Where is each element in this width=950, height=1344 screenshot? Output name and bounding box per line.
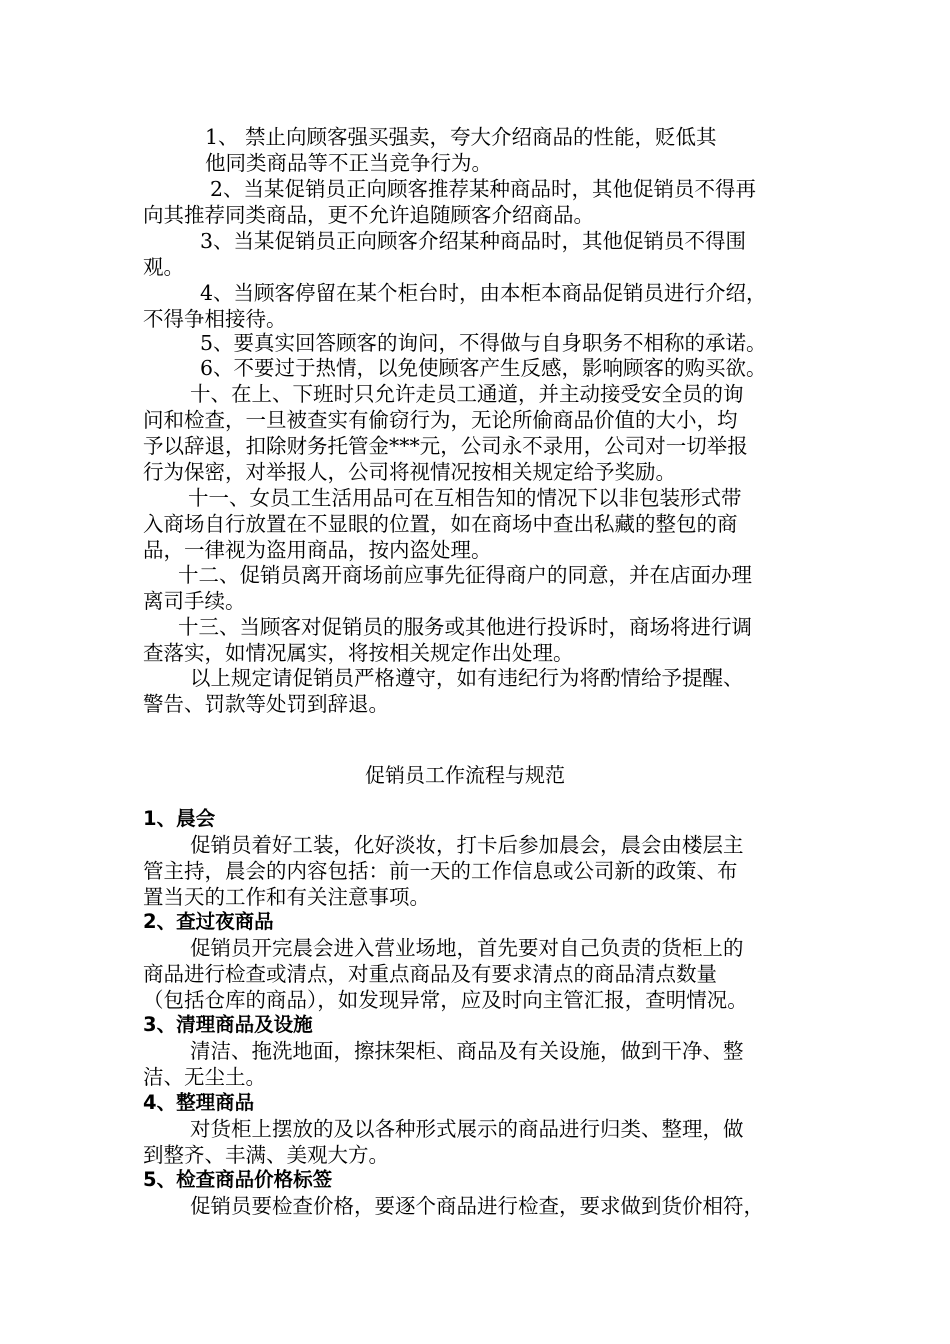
step-1-line-3: 置当天的工作和有关注意事项。 <box>143 885 430 909</box>
step-4-line-1: 对货柜上摆放的及以各种形式展示的商品进行归类、整理，做 <box>190 1117 744 1141</box>
rule-6: 6、不要过于热情，以免使顾客产生反感，影响顾客的购买欲。 <box>200 356 767 380</box>
rule-5: 5、要真实回答顾客的询问，不得做与自身职务不相称的承诺。 <box>200 331 767 355</box>
step-2-line-2: 商品进行检查或清点，对重点商品及有要求清点的商品清点数量 <box>143 962 717 986</box>
rule-12-line-2: 离司手续。 <box>143 589 246 613</box>
step-3-line-1: 清洁、拖洗地面，擦抹架柜、商品及有关设施，做到干净、整 <box>190 1039 744 1063</box>
rule-1-line-2: 他同类商品等不正当竞争行为。 <box>205 151 492 175</box>
rule-1-line-1: 1、 禁止向顾客强买强卖，夸大介绍商品的性能，贬低其 <box>205 125 717 149</box>
rule-13-line-2: 查落实，如情况属实，将按相关规定作出处理。 <box>143 641 574 665</box>
step-4-heading: 4、整理商品 <box>143 1091 255 1114</box>
step-2-line-1: 促销员开完晨会进入营业场地，首先要对自己负责的货柜上的 <box>190 936 744 960</box>
rule-12-line-1: 十二、促销员离开商场前应事先征得商户的同意，并在店面办理 <box>178 563 752 587</box>
rule-10-line-3: 予以辞退，扣除财务托管金***元，公司永不录用，公司对一切举报 <box>143 434 748 458</box>
step-1-line-1: 促销员着好工装，化好淡妆，打卡后参加晨会，晨会由楼层主 <box>190 833 744 857</box>
rule-3-line-2: 观。 <box>143 255 184 279</box>
step-1-line-2: 管主持，晨会的内容包括：前一天的工作信息或公司新的政策、布 <box>143 859 738 883</box>
step-2-line-3: （包括仓库的商品），如发现异常，应及时向主管汇报，查明情况。 <box>143 988 748 1012</box>
rule-13-line-1: 十三、当顾客对促销员的服务或其他进行投诉时，商场将进行调 <box>178 615 752 639</box>
rule-11-line-3: 品，一律视为盗用商品，按内盗处理。 <box>143 538 492 562</box>
rule-10-line-4: 行为保密，对举报人，公司将视情况按相关规定给予奖励。 <box>143 460 676 484</box>
closing-line-1: 以上规定请促销员严格遵守，如有违纪行为将酌情给予提醒、 <box>190 666 744 690</box>
rule-2-line-2: 向其推荐同类商品，更不允许追随顾客介绍商品。 <box>143 203 594 227</box>
closing-line-2: 警告、罚款等处罚到辞退。 <box>143 692 389 716</box>
rule-11-line-1: 十一、女员工生活用品可在互相告知的情况下以非包装形式带 <box>188 486 742 510</box>
step-2-heading: 2、查过夜商品 <box>143 910 274 933</box>
rule-4-line-2: 不得争相接待。 <box>143 307 287 331</box>
rule-10-line-1: 十、在上、下班时只允许走员工通道，并主动接受安全员的询 <box>190 382 744 406</box>
step-3-heading: 3、清理商品及设施 <box>143 1013 313 1036</box>
rule-3-line-1: 3、当某促销员正向顾客介绍某种商品时，其他促销员不得围 <box>200 229 747 253</box>
step-5-heading: 5、检查商品价格标签 <box>143 1168 333 1191</box>
step-1-heading: 1、晨会 <box>143 807 216 830</box>
rule-11-line-2: 入商场自行放置在不显眼的位置，如在商场中查出私藏的整包的商 <box>143 512 738 536</box>
rule-10-line-2: 问和检查，一旦被查实有偷窃行为，无论所偷商品价值的大小，均 <box>143 408 738 432</box>
rule-2-line-1: 2、当某促销员正向顾客推荐某种商品时，其他促销员不得再 <box>210 177 757 201</box>
step-4-line-2: 到整齐、丰满、美观大方。 <box>143 1143 389 1167</box>
step-3-line-2: 洁、无尘土。 <box>143 1065 266 1089</box>
step-5-line-1: 促销员要检查价格，要逐个商品进行检查，要求做到货价相符， <box>190 1194 764 1218</box>
section-title: 促销员工作流程与规范 <box>365 763 565 787</box>
rule-4-line-1: 4、当顾客停留在某个柜台时，由本柜本商品促销员进行介绍， <box>200 281 767 305</box>
